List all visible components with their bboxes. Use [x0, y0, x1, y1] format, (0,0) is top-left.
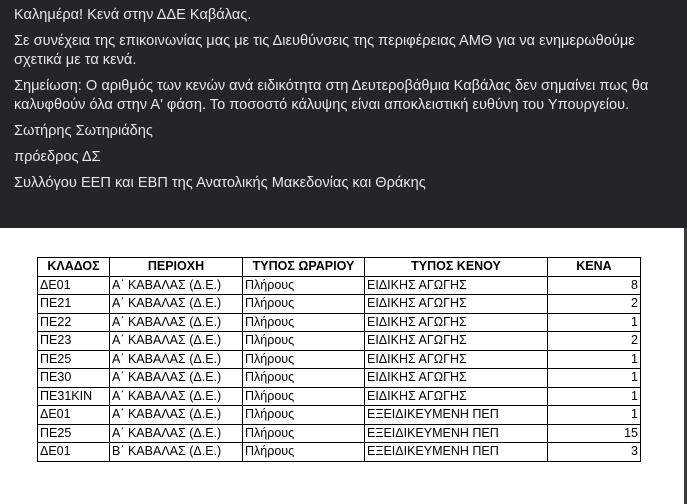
- table-row: [38, 350, 641, 369]
- vacancies-table: [37, 257, 641, 462]
- table-row: [38, 276, 641, 295]
- cell-typos-kenou: ΕΙΔΙΚΗΣ ΑΓΩΓΗΣ: [365, 369, 548, 388]
- cell-perioxi: Α΄ ΚΑΒΑΛΑΣ (Δ.Ε.): [110, 406, 243, 425]
- post-note: Σημείωση: Ο αριθμός των κενών ανά ειδικότητα στη Δευτεροβάθμια Καβάλας δεν σημαίνει πως θα καλυφθούν όλα στην Α' φάση. Το ποσοστό κάλυψης είναι αποκλειστική ευθύνη του Υπουργείου.: [14, 78, 649, 113]
- cell-kena: 1: [548, 387, 641, 406]
- cell-typos-kenou: ΕΙΔΙΚΗΣ ΑΓΩΓΗΣ: [365, 350, 548, 369]
- cell-kena: 1: [548, 313, 641, 332]
- cell-klados: ΔΕ01: [38, 406, 110, 425]
- table-row: [38, 387, 641, 406]
- cell-typos-kenou: ΕΙΔΙΚΗΣ ΑΓΩΓΗΣ: [365, 276, 548, 295]
- signature-name: Σωτήρης Σωτηριάδης: [14, 123, 153, 139]
- cell-typos-orariou: Πλήρους: [243, 387, 365, 406]
- post-image[interactable]: [0, 228, 684, 504]
- post-paragraph: Σε συνέχεια της επικοινωνίας μας με τις Διευθύνσεις της περιφέρειας ΑΜΘ για να ενημερωθούμε σχετικά με τα κενά.: [14, 33, 635, 68]
- cell-perioxi: Α΄ ΚΑΒΑΛΑΣ (Δ.Ε.): [110, 313, 243, 332]
- cell-klados: ΠΕ21: [38, 295, 110, 314]
- cell-klados: ΠΕ25: [38, 350, 110, 369]
- cell-typos-orariou: Πλήρους: [243, 406, 365, 425]
- cell-kena: 2: [548, 295, 641, 314]
- cell-perioxi: Α΄ ΚΑΒΑΛΑΣ (Δ.Ε.): [110, 350, 243, 369]
- cell-typos-kenou: ΕΞΕΙΔΙΚΕΥΜΕΝΗ ΠΕΠ: [365, 406, 548, 425]
- table-row: [38, 369, 641, 388]
- cell-klados: ΠΕ25: [38, 424, 110, 443]
- cell-klados: ΔΕ01: [38, 443, 110, 462]
- table-row: [38, 332, 641, 351]
- cell-typos-kenou: ΕΙΔΙΚΗΣ ΑΓΩΓΗΣ: [365, 295, 548, 314]
- header-kena: ΚΕΝΑ: [548, 258, 641, 277]
- cell-kena: 1: [548, 350, 641, 369]
- cell-perioxi: Α΄ ΚΑΒΑΛΑΣ (Δ.Ε.): [110, 276, 243, 295]
- cell-kena: 1: [548, 369, 641, 388]
- post-greeting: Καλημέρα! Κενά στην ΔΔΕ Καβάλας.: [14, 7, 252, 23]
- cell-typos-orariou: Πλήρους: [243, 295, 365, 314]
- cell-typos-orariou: Πλήρους: [243, 369, 365, 388]
- cell-kena: 1: [548, 406, 641, 425]
- cell-typos-orariou: Πλήρους: [243, 443, 365, 462]
- table-row: [38, 443, 641, 462]
- cell-perioxi: Α΄ ΚΑΒΑΛΑΣ (Δ.Ε.): [110, 332, 243, 351]
- signature-title: πρόεδρος ΔΣ: [14, 149, 101, 165]
- cell-typos-orariou: Πλήρους: [243, 276, 365, 295]
- cell-klados: ΠΕ23: [38, 332, 110, 351]
- cell-perioxi: Α΄ ΚΑΒΑΛΑΣ (Δ.Ε.): [110, 295, 243, 314]
- cell-typos-kenou: ΕΙΔΙΚΗΣ ΑΓΩΓΗΣ: [365, 313, 548, 332]
- cell-typos-kenou: ΕΞΕΙΔΙΚΕΥΜΕΝΗ ΠΕΠ: [365, 424, 548, 443]
- cell-perioxi: Α΄ ΚΑΒΑΛΑΣ (Δ.Ε.): [110, 369, 243, 388]
- table-row: [38, 313, 641, 332]
- table-body: [38, 276, 641, 461]
- cell-kena: 3: [548, 443, 641, 462]
- table-header-row: [38, 258, 641, 277]
- signature-org: Συλλόγου ΕΕΠ και ΕΒΠ της Ανατολικής Μακεδονίας και Θράκης: [14, 175, 426, 191]
- cell-kena: 8: [548, 276, 641, 295]
- cell-klados: ΠΕ22: [38, 313, 110, 332]
- header-typos-kenou: ΤΥΠΟΣ ΚΕΝΟΥ: [365, 258, 548, 277]
- cell-klados: ΠΕ31ΚΙΝ: [38, 387, 110, 406]
- table-row: [38, 295, 641, 314]
- cell-perioxi: Α΄ ΚΑΒΑΛΑΣ (Δ.Ε.): [110, 424, 243, 443]
- cell-typos-kenou: ΕΙΔΙΚΗΣ ΑΓΩΓΗΣ: [365, 387, 548, 406]
- cell-typos-kenou: ΕΞΕΙΔΙΚΕΥΜΕΝΗ ΠΕΠ: [365, 443, 548, 462]
- cell-perioxi: Α΄ ΚΑΒΑΛΑΣ (Δ.Ε.): [110, 387, 243, 406]
- cell-typos-orariou: Πλήρους: [243, 313, 365, 332]
- table-row: [38, 424, 641, 443]
- cell-kena: 2: [548, 332, 641, 351]
- post-text: [14, 6, 654, 200]
- cell-kena: 15: [548, 424, 641, 443]
- header-perioxi: ΠΕΡΙΟΧΗ: [110, 258, 243, 277]
- cell-typos-orariou: Πλήρους: [243, 350, 365, 369]
- header-klados: ΚΛΑΔΟΣ: [38, 258, 110, 277]
- cell-typos-kenou: ΕΙΔΙΚΗΣ ΑΓΩΓΗΣ: [365, 332, 548, 351]
- cell-typos-orariou: Πλήρους: [243, 332, 365, 351]
- cell-perioxi: Β΄ ΚΑΒΑΛΑΣ (Δ.Ε.): [110, 443, 243, 462]
- cell-klados: ΔΕ01: [38, 276, 110, 295]
- cell-typos-orariou: Πλήρους: [243, 424, 365, 443]
- header-typos-orariou: ΤΥΠΟΣ ΩΡΑΡΙΟΥ: [243, 258, 365, 277]
- table-row: [38, 406, 641, 425]
- cell-klados: ΠΕ30: [38, 369, 110, 388]
